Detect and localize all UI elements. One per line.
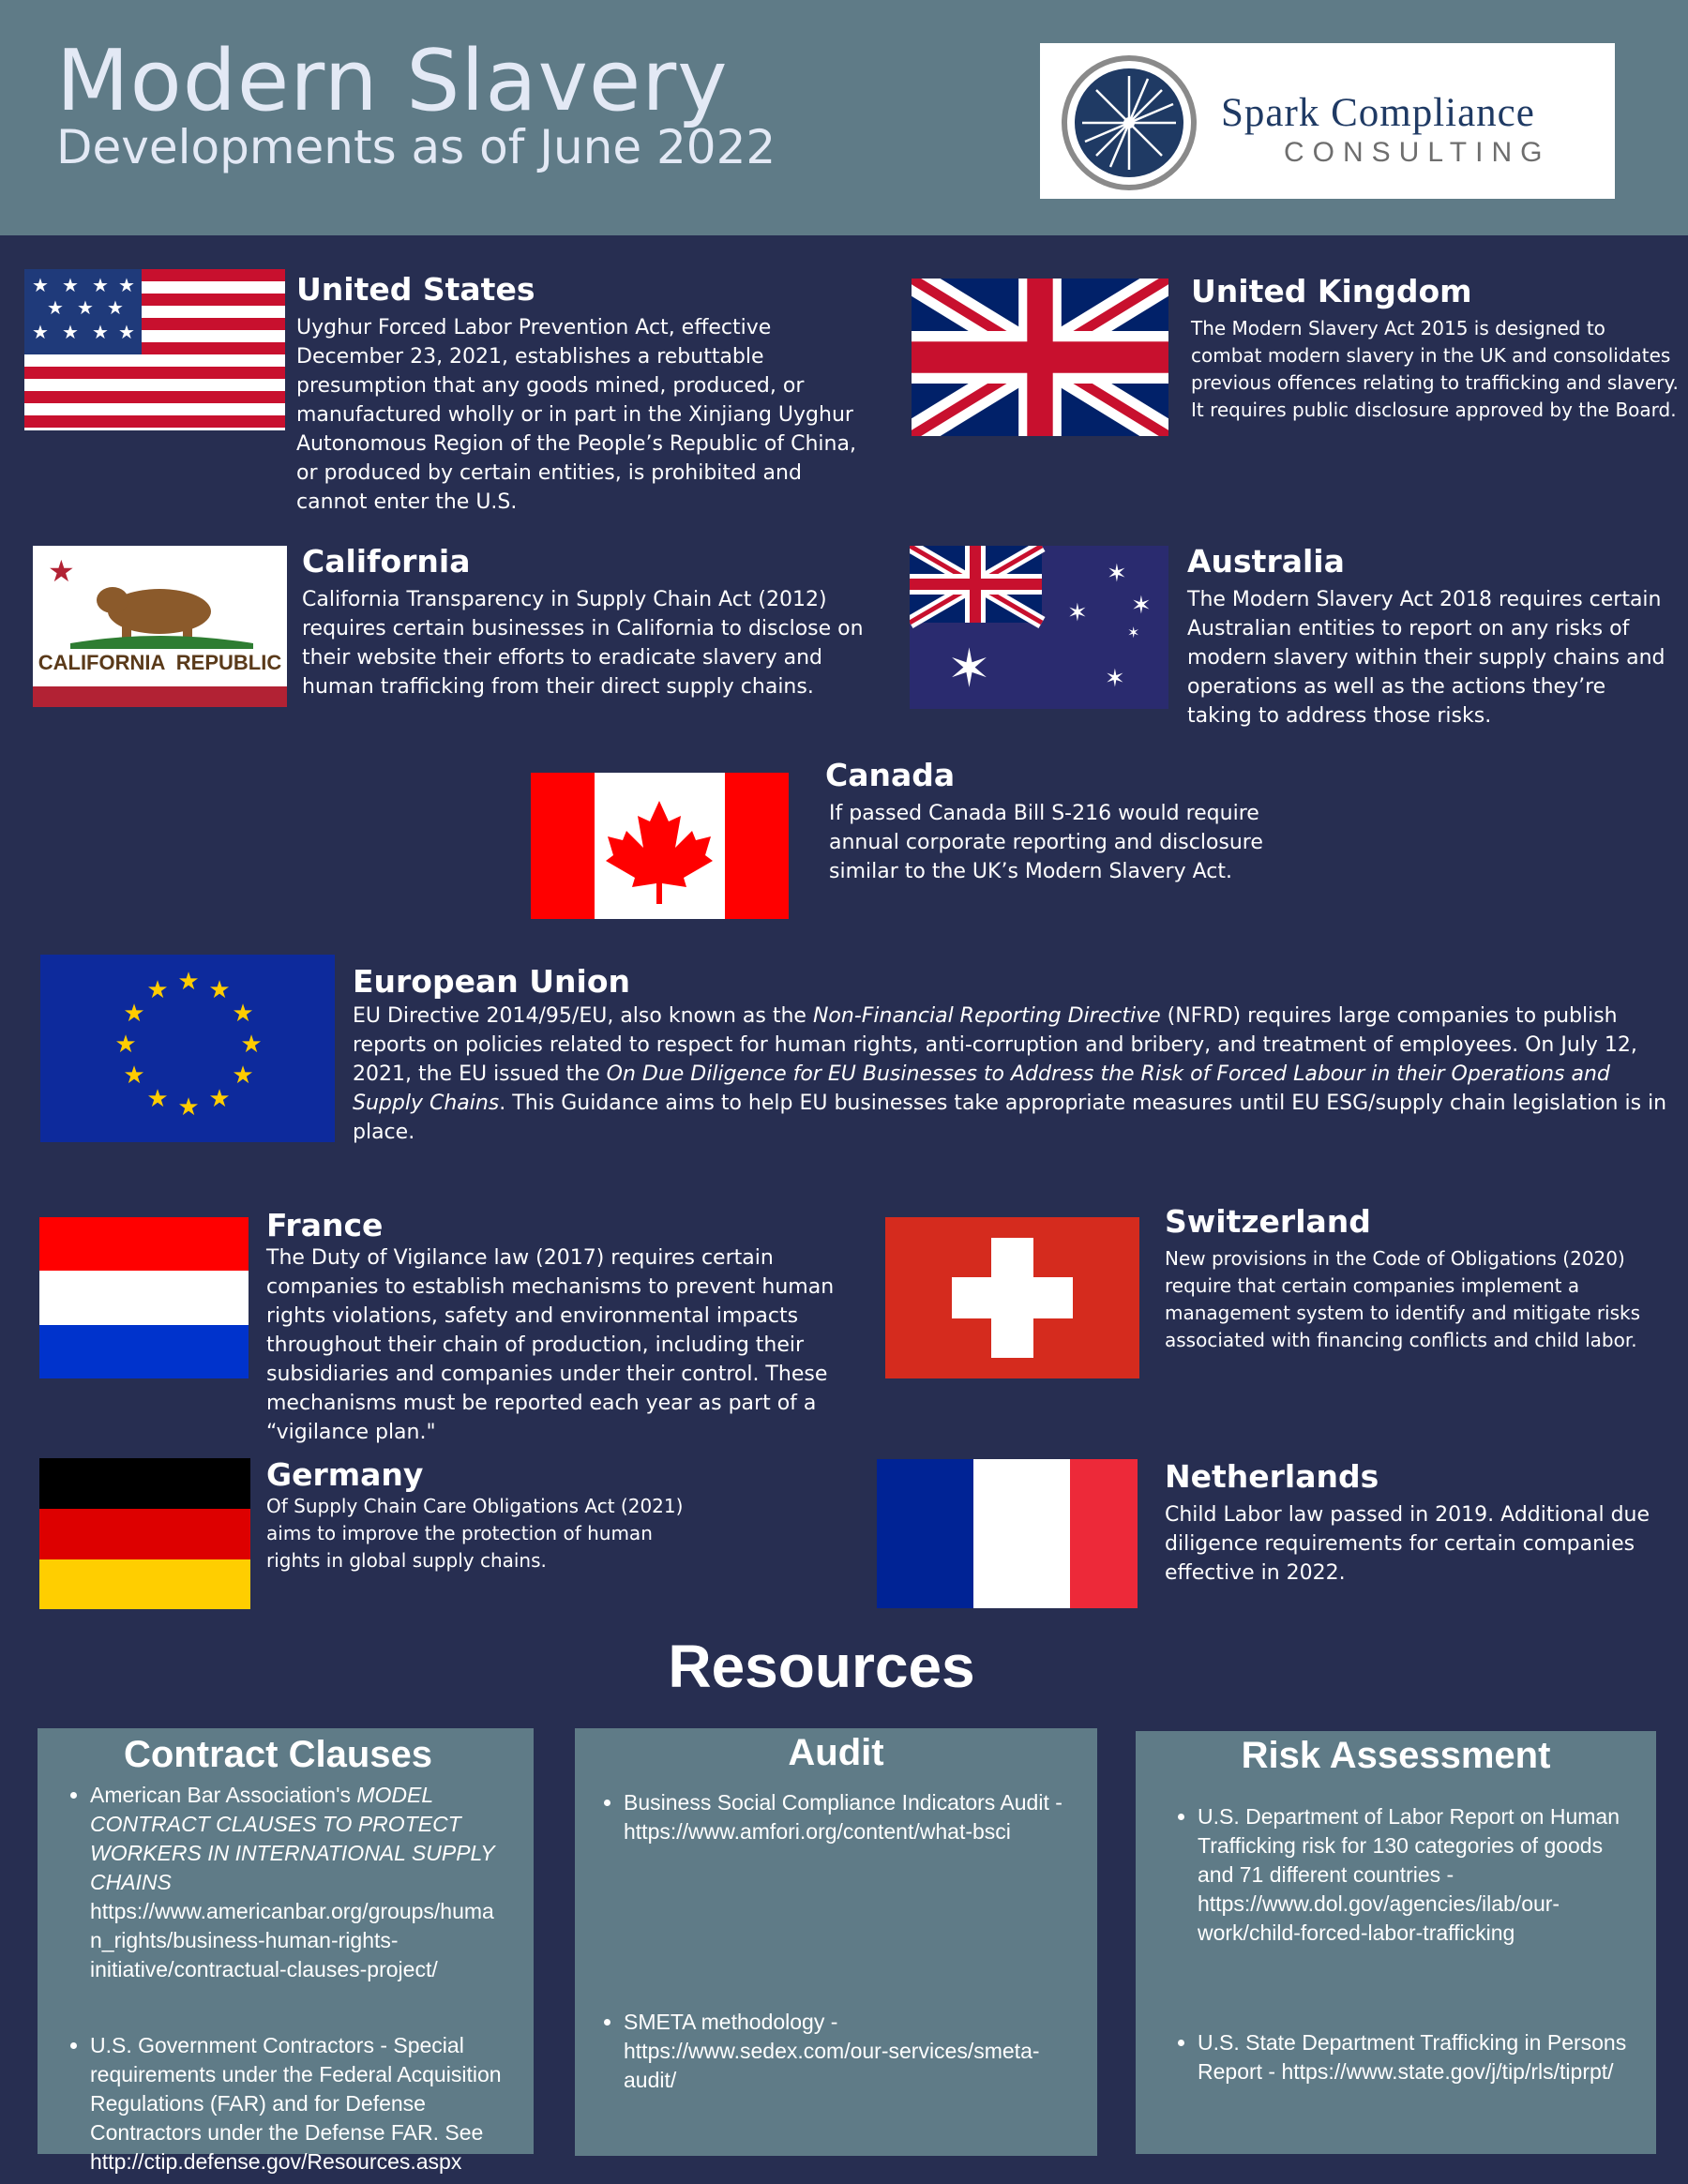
country-description: New provisions in the Code of Obligations (2020) require that certain companies implement a management system to identify and mitigate risks associated with financing conflicts and child labor. bbox=[1165, 1246, 1641, 1351]
flag-california bbox=[33, 546, 287, 707]
country-heading: European Union bbox=[353, 963, 631, 1000]
svg-text:★: ★ bbox=[32, 274, 49, 296]
resource-box-contract-clauses bbox=[38, 1728, 534, 2174]
svg-text:★: ★ bbox=[123, 1062, 145, 1090]
svg-text:★: ★ bbox=[208, 1085, 231, 1113]
svg-text:★: ★ bbox=[118, 321, 135, 343]
country-description: If passed Canada Bill S-216 would require annual corporate reporting and disclosure similar to the UK’s Modern Slavery Act. bbox=[829, 801, 1263, 883]
svg-text:★: ★ bbox=[232, 1062, 254, 1090]
svg-text:★: ★ bbox=[107, 296, 124, 319]
country-description: The Modern Slavery Act 2015 is designed to combat modern slavery in the UK and consolidates previous offences relating to trafficking and slavery. It requires public disclosure approved by the Board. bbox=[1191, 316, 1679, 421]
svg-text:★: ★ bbox=[240, 1031, 263, 1059]
country-description: The Duty of Vigilance law (2017) requires certain companies to establish mechanisms to prevent human rights violations, safety and environmental impacts throughout their chain of production, including their subsidiaries and companies under their control. These mechanisms must be reported each year as part of a “vigilance plan." bbox=[266, 1245, 835, 1444]
country-heading: Canada bbox=[825, 757, 956, 793]
svg-text:★: ★ bbox=[146, 976, 169, 1004]
resource-box-title: Audit bbox=[788, 1732, 884, 1773]
resources-title: Resources bbox=[668, 1633, 975, 1700]
svg-text:★: ★ bbox=[208, 976, 231, 1004]
country-heading: Netherlands bbox=[1165, 1458, 1379, 1495]
page-subtitle: Developments as of June 2022 bbox=[56, 120, 776, 174]
section-germany bbox=[266, 1457, 698, 1574]
resource-item: • U.S. State Department Trafficking in Persons Report - https://www.state.gov/j/tip/rls/tiprpt/ bbox=[1198, 2028, 1643, 2086]
svg-text:✶: ✶ bbox=[1131, 592, 1152, 620]
country-heading: Switzerland bbox=[1165, 1203, 1371, 1240]
svg-text:★: ★ bbox=[92, 321, 109, 343]
flag-canada bbox=[531, 773, 789, 919]
svg-text:✶: ✶ bbox=[947, 639, 991, 700]
svg-text:★: ★ bbox=[232, 1000, 254, 1028]
resource-item: • Business Social Compliance Indicators Audit - https://www.amfori.org/content/what-bsci bbox=[624, 1788, 1082, 1846]
svg-text:★: ★ bbox=[123, 1000, 145, 1028]
flag-uk bbox=[912, 279, 1168, 436]
resource-item: • U.S. Government Contractors - Special requirements under the Federal Acquisition Regulations (FAR) and for Defense Contractors under the Defense FAR. See http://ctip.defense.gov/Resources.aspx bbox=[90, 2031, 532, 2176]
resource-item: • American Bar Association's MODEL CONTRACT CLAUSES TO PROTECT WORKERS IN INTERNATIONAL SUPPLY CHAINS https://www.americanbar.org/groups/huma n_rights/business-human-rights-initiative/contractual-clauses-project/ bbox=[90, 1781, 532, 1984]
resource-item: • SMETA methodology - https://www.sedex.com/our-services/smeta-audit/ bbox=[624, 2008, 1082, 2095]
flag-eu bbox=[40, 955, 335, 1142]
section-united-kingdom bbox=[1191, 274, 1679, 424]
resource-box-audit bbox=[575, 1728, 1097, 2156]
resource-box-title: Risk Assessment bbox=[1241, 1735, 1551, 1776]
svg-text:★: ★ bbox=[114, 1031, 137, 1059]
country-description: EU Directive 2014/95/EU, also known as the Non-Financial Reporting Directive (NFRD) requires large companies to publish reports on policies related to respect for human rights, anti-corruption and bribery, and treatment of employees. On July 12, 2021, the EU issued the On Due Diligence for EU Businesses to Address the Risk of Forced Labour in their Operations and Supply Chains. This Guidance aims to help EU businesses take appropriate measures until EU ESG/supply chain legislation is in place. bbox=[353, 1003, 1667, 1144]
section-california bbox=[302, 544, 865, 701]
country-heading: Germany bbox=[266, 1456, 424, 1493]
svg-text:★: ★ bbox=[146, 1085, 169, 1113]
svg-text:★: ★ bbox=[92, 274, 109, 296]
svg-text:★: ★ bbox=[48, 553, 75, 589]
svg-text:★: ★ bbox=[177, 1093, 200, 1122]
svg-text:✶: ✶ bbox=[1067, 599, 1088, 627]
section-switzerland bbox=[1165, 1204, 1671, 1354]
country-heading: France bbox=[266, 1207, 384, 1243]
country-heading: Australia bbox=[1187, 543, 1345, 580]
flag-france bbox=[39, 1217, 249, 1378]
svg-text:★: ★ bbox=[47, 296, 64, 319]
company-logo bbox=[1040, 43, 1615, 199]
country-heading: California bbox=[302, 543, 471, 580]
country-description: The Modern Slavery Act 2018 requires certain Australian entities to report on any risks of modern slavery within their supply chains and operations as well as the actions they’re taking to address those risks. bbox=[1187, 587, 1665, 728]
resource-box-risk-assessment bbox=[1136, 1731, 1656, 2154]
svg-text:✶: ✶ bbox=[1107, 560, 1127, 588]
country-description: Uyghur Forced Labor Prevention Act, effective December 23, 2021, establishes a rebuttable presumption that any goods mined, produced, or manufactured wholly or in part in the Xinjiang Uyghur Autonomous Region of the People’s Republic of China, or produced by certain entities, is prohibited and cannot enter the U.S. bbox=[296, 315, 856, 514]
svg-text:★: ★ bbox=[177, 968, 200, 996]
flag-germany bbox=[39, 1458, 250, 1609]
svg-text:✶: ✶ bbox=[1105, 665, 1125, 693]
spark-logo-icon bbox=[1059, 53, 1199, 193]
section-netherlands bbox=[1165, 1459, 1671, 1588]
section-canada bbox=[825, 758, 1266, 886]
country-heading: United States bbox=[296, 271, 535, 308]
section-australia bbox=[1187, 544, 1675, 731]
flag-netherlands bbox=[877, 1459, 1138, 1608]
logo-text-primary: Spark Compliance bbox=[1221, 91, 1535, 135]
resource-box-title: Contract Clauses bbox=[124, 1734, 432, 1775]
logo-text-secondary: CONSULTING bbox=[1284, 137, 1551, 168]
section-france bbox=[266, 1208, 876, 1447]
resource-item: • U.S. Department of Labor Report on Human Trafficking risk for 130 categories of goods and 71 different countries - https://www.dol.gov/agencies/ilab/our-work/child-forced-labor-trafficking bbox=[1198, 1802, 1643, 1948]
svg-text:★: ★ bbox=[62, 321, 79, 343]
svg-text:★: ★ bbox=[77, 296, 94, 319]
svg-text:★: ★ bbox=[62, 274, 79, 296]
page-title: Modern Slavery bbox=[56, 32, 729, 130]
svg-text:★: ★ bbox=[32, 321, 49, 343]
country-description: Child Labor law passed in 2019. Additional due diligence requirements for certain companies effective in 2022. bbox=[1165, 1502, 1650, 1585]
country-description: Of Supply Chain Care Obligations Act (2021) aims to improve the protection of human rights in global supply chains. bbox=[266, 1494, 684, 1572]
flag-us bbox=[24, 269, 285, 430]
resource-link[interactable]: https://www.americanbar.org/groups/huma n_rights/business-human-rights-initiative/contractual-clauses-project/ bbox=[90, 1899, 494, 1981]
section-united-states bbox=[296, 272, 868, 517]
california-flag-text: CALIFORNIA REPUBLIC bbox=[38, 651, 282, 674]
svg-text:✶: ✶ bbox=[1127, 624, 1140, 641]
section-european-union bbox=[353, 964, 1675, 1147]
flag-switzerland bbox=[885, 1217, 1139, 1378]
country-description: California Transparency in Supply Chain Act (2012) requires certain businesses in California to disclose on their website their efforts to eradicate slavery and human trafficking from their direct supply chains. bbox=[302, 587, 864, 699]
country-heading: United Kingdom bbox=[1191, 273, 1472, 309]
svg-text:★: ★ bbox=[118, 274, 135, 296]
flag-australia bbox=[910, 546, 1168, 709]
